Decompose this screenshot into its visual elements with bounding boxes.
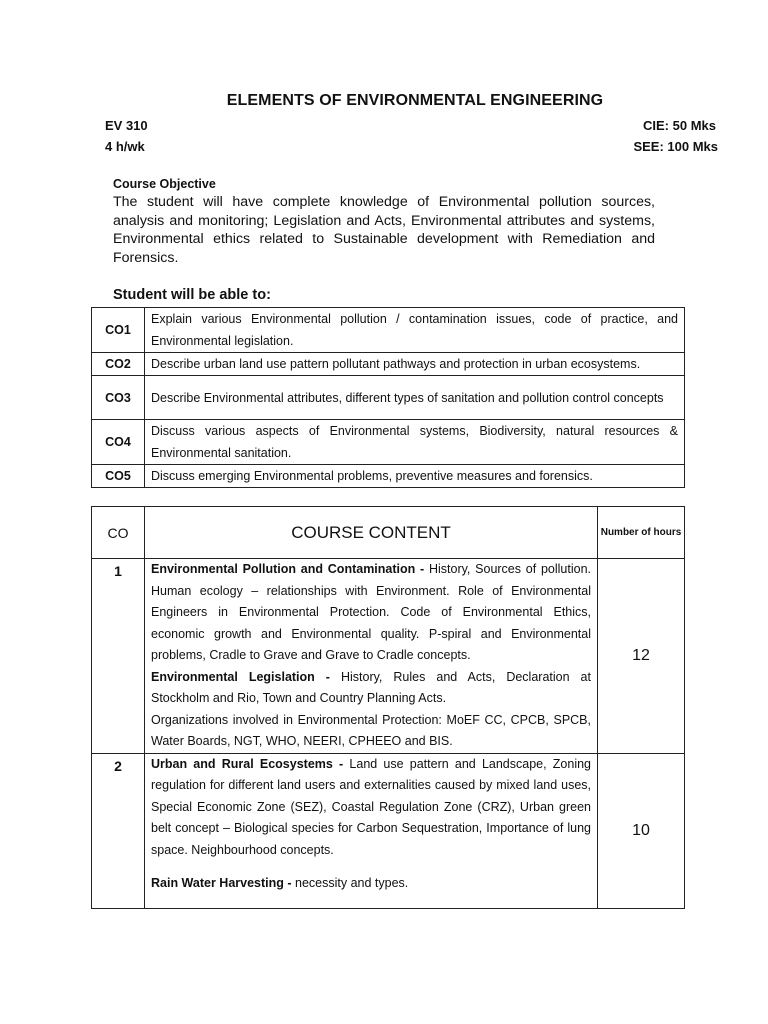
column-header-content: COURSE CONTENT <box>145 507 598 559</box>
table-row <box>92 465 685 488</box>
outcome-text: Describe Environmental attributes, different types of sanitation and pollution control concepts <box>145 376 685 420</box>
table-row <box>92 308 685 353</box>
see-marks: SEE: 100 Mks <box>633 139 718 154</box>
unit-paragraph <box>151 667 591 710</box>
topic-text: necessity and types. <box>291 876 409 890</box>
table-row <box>92 353 685 376</box>
topic-heading: Urban and Rural Ecosystems - <box>151 756 344 771</box>
outcomes-heading: Student will be able to: <box>113 287 271 303</box>
table-row <box>92 559 685 754</box>
unit-number: 2 <box>92 753 145 908</box>
unit-paragraph <box>151 873 591 895</box>
course-title: ELEMENTS OF ENVIRONMENTAL ENGINEERING <box>226 92 604 109</box>
topic-text: History, Sources of pollution. Human ecology – relationships with Environment. Role of Environmental Engineers in Environmental Protection. Code of Environmental Ethics, economic growth and Environmental quality. P-spiral and Environmental problems, Cradle to Grave and Grave to Cradle concepts. <box>151 562 591 662</box>
unit-hours: 12 <box>598 559 685 754</box>
table-row <box>92 753 685 908</box>
course-code: EV 310 <box>105 118 148 133</box>
column-header-hours: Number of hours <box>598 507 685 559</box>
topic-heading: Rain Water Harvesting - <box>151 876 292 890</box>
topic-text: History, Rules and Acts, Declaration at Stockholm and Rio, Town and Country Planning Acts. <box>151 669 591 705</box>
outcome-code: CO3 <box>92 376 145 420</box>
unit-paragraph <box>151 559 591 667</box>
hours-per-week: 4 h/wk <box>105 139 145 154</box>
cie-marks: CIE: 50 Mks <box>643 118 716 133</box>
outcomes-table <box>91 307 685 488</box>
outcome-text: Explain various Environmental pollution / contamination issues, code of practice, and Environmental legislation. <box>145 308 685 353</box>
topic-heading: Environmental Legislation - <box>151 669 330 684</box>
outcome-text: Discuss various aspects of Environmental systems, Biodiversity, natural resources & Environmental sanitation. <box>145 420 685 465</box>
unit-paragraph: Organizations involved in Environmental Protection: MoEF CC, CPCB, SPCB, Water Boards, NGT, WHO, NEERI, CPHEEO and BIS. <box>151 712 591 748</box>
outcome-code: CO4 <box>92 420 145 465</box>
unit-paragraph <box>151 754 591 862</box>
outcome-code: CO1 <box>92 308 145 353</box>
unit-number: 1 <box>92 559 145 754</box>
table-row <box>92 420 685 465</box>
topic-text: Land use pattern and Landscape, Zoning regulation for different land users and externalities caused by mixed land uses, Special Economic Zone (SEZ), Coastal Regulation Zone (CRZ), Urban green belt concept – Biological species for Carbon Sequestration, Importance of lung space. Neighbourhood concepts. <box>151 756 591 857</box>
unit-content <box>145 559 598 754</box>
objective-text: The student will have complete knowledge of Environmental pollution sources, analysis and monitoring; Legislation and Acts, Environmental attributes and systems, Environmental ethics related to Sustainable development with Remediation and Forensics. <box>113 194 655 266</box>
outcome-code: CO5 <box>92 465 145 488</box>
table-row <box>92 376 685 420</box>
outcome-text: Describe urban land use pattern pollutant pathways and protection in urban ecosystems. <box>145 353 685 376</box>
unit-content <box>145 753 598 908</box>
column-header-co: CO <box>92 507 145 559</box>
paragraph-gap <box>151 861 591 873</box>
outcome-code: CO2 <box>92 353 145 376</box>
outcome-text: Discuss emerging Environmental problems, preventive measures and forensics. <box>145 465 685 488</box>
objective-heading: Course Objective <box>113 177 216 191</box>
topic-heading: Environmental Pollution and Contamination - <box>151 562 425 576</box>
course-content-table <box>91 506 685 909</box>
unit-hours: 10 <box>598 753 685 908</box>
table-header-row <box>92 507 685 559</box>
